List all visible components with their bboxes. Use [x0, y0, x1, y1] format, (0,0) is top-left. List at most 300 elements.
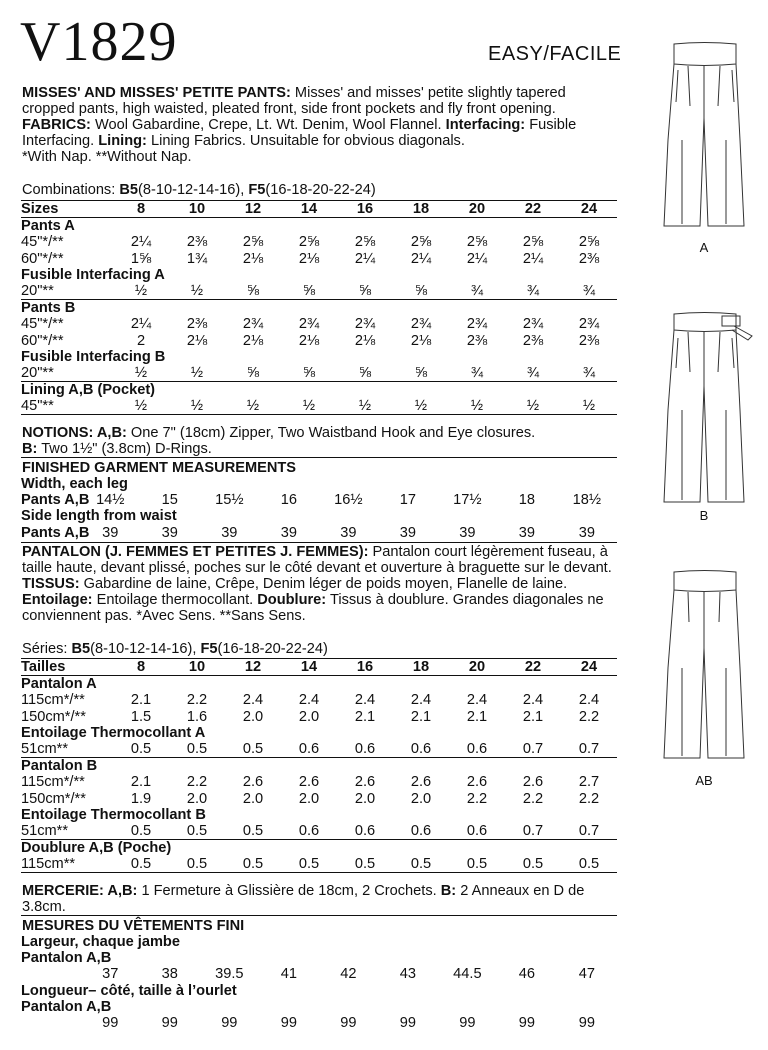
- table-cell: 0.6: [393, 741, 449, 758]
- table-cell: ⅝: [393, 365, 449, 382]
- table-cell: 1⅝: [130, 250, 152, 267]
- table-cell: 2.4: [522, 692, 544, 709]
- table-cell: ⅝: [281, 283, 337, 300]
- table-group-row: [21, 807, 617, 823]
- yardage-table-en: [21, 200, 617, 415]
- table-cell: ⅝: [281, 365, 337, 382]
- table-cell: 0.5: [113, 823, 169, 840]
- figure-label: B: [699, 508, 709, 523]
- table-cell: 2⅝: [410, 234, 432, 251]
- table-cell: 1¾: [186, 250, 208, 267]
- table-cell: ½: [393, 398, 449, 415]
- combination-sizes: (16-18-20-22-24): [265, 182, 376, 198]
- table-cell: ¾: [449, 365, 505, 382]
- table-cell: 2⅜: [466, 332, 488, 349]
- table-row: [21, 709, 617, 725]
- combination-code: B5: [71, 641, 91, 657]
- table-cell: 39: [161, 524, 178, 541]
- table-cell: 1.5: [130, 708, 152, 725]
- row-group-label: Pantalon A: [21, 676, 97, 693]
- row-label: 150cm*/**: [21, 708, 86, 725]
- table-cell: 39: [399, 524, 416, 541]
- size-header: 14: [281, 659, 337, 676]
- table-cell: 2.2: [186, 692, 208, 709]
- interfacing-label: Entoilage:: [22, 592, 93, 608]
- table-cell: ⅝: [225, 283, 281, 300]
- notions-en: [22, 425, 622, 457]
- table-cell: 0.5: [225, 823, 281, 840]
- table-cell: 39.5: [215, 966, 244, 983]
- table-cell: 15: [161, 492, 178, 509]
- size-header: 10: [169, 659, 225, 676]
- row-label: 115cm**: [21, 856, 113, 873]
- table-cell: 41: [280, 966, 297, 983]
- table-cell: 2.2: [186, 774, 208, 791]
- notions-fr: [22, 883, 622, 915]
- size-header: 8: [113, 659, 169, 676]
- table-row: [21, 774, 617, 790]
- table-cell: 2.0: [410, 790, 432, 807]
- table-cell: 18½: [572, 492, 602, 509]
- row-group-label: Width, each leg: [21, 476, 128, 493]
- table-cell: ½: [505, 398, 561, 415]
- notions-label: MERCERIE: A,B:: [22, 883, 138, 899]
- row-label: 45"*/**: [21, 234, 64, 251]
- table-cell: 99: [161, 1015, 178, 1032]
- pants-b-drawing-icon: [640, 310, 768, 508]
- table-group-row: [21, 999, 617, 1015]
- table-cell: ½: [561, 398, 617, 415]
- table-cell: 44.5: [453, 966, 482, 983]
- table-cell: ¾: [505, 283, 561, 300]
- size-header: 16: [337, 659, 393, 676]
- table-group-row: [21, 676, 617, 693]
- row-group-label: Pantalon A,B: [21, 998, 112, 1015]
- table-cell: 2⅝: [578, 234, 600, 251]
- table-cell: 39: [221, 524, 238, 541]
- notions-b-label: B:: [440, 883, 457, 899]
- pants-ab-back-drawing-icon: [640, 568, 768, 763]
- row-label: 51cm**: [21, 823, 113, 840]
- table-row: [21, 823, 617, 840]
- yardage-table-fr: [21, 658, 617, 873]
- row-group-label: Pantalon A,B: [21, 950, 112, 967]
- table-cell: 0.5: [561, 856, 617, 873]
- row-group-label: Doublure A,B (Poche): [21, 840, 172, 857]
- table-cell: 17½: [453, 492, 482, 509]
- table-cell: ½: [281, 398, 337, 415]
- table-cell: ⅝: [225, 365, 281, 382]
- nap-note: *With Nap. **Without Nap.: [22, 149, 192, 165]
- difficulty-label: EASY/FACILE: [488, 43, 622, 65]
- table-group-row: [21, 218, 617, 235]
- table-cell: 2.0: [298, 708, 320, 725]
- table-cell: 99: [578, 1015, 595, 1032]
- table-cell: 2¾: [354, 316, 376, 333]
- fabrics-label: TISSUS:: [22, 576, 80, 592]
- combinations-en: [22, 182, 376, 198]
- table-row: [21, 365, 617, 382]
- table-cell: 2.4: [298, 692, 320, 709]
- table-cell: 39: [102, 524, 119, 541]
- notions-text: 1 Fermeture à Glissière de 18cm, 2 Crochets.: [141, 883, 437, 899]
- table-group-row: [21, 382, 617, 399]
- table-cell: 0.5: [169, 823, 225, 840]
- table-group-row: [21, 508, 617, 524]
- table-cell: 2.1: [130, 774, 152, 791]
- row-label: 51cm**: [21, 741, 113, 758]
- table-cell: ⅝: [337, 283, 393, 300]
- row-label: Pants A,B: [21, 524, 90, 541]
- table-cell: 2.6: [410, 774, 432, 791]
- table-cell: 2.6: [354, 774, 376, 791]
- table-cell: 99: [459, 1015, 476, 1032]
- finished-table-fr: [21, 934, 617, 1031]
- figure-label: AB: [695, 773, 713, 788]
- row-label: Pants A,B: [21, 492, 90, 509]
- table-cell: 39: [578, 524, 595, 541]
- table-cell: 2⅜: [186, 234, 208, 251]
- row-label: 45"**: [21, 398, 113, 415]
- table-cell: 2.0: [298, 790, 320, 807]
- table-cell: ½: [169, 398, 225, 415]
- table-row: [21, 741, 617, 758]
- table-cell: 2.1: [354, 708, 376, 725]
- description-fr: [22, 544, 622, 624]
- combination-code: F5: [200, 641, 218, 657]
- table-cell: 17: [399, 492, 416, 509]
- table-cell: 2⅛: [298, 332, 320, 349]
- combination-code: F5: [248, 182, 266, 198]
- notions-b-text: Two 1½" (3.8cm) D-Rings.: [41, 441, 212, 457]
- table-cell: 2¾: [522, 316, 544, 333]
- description-text: Misses' and misses' petite slightly tapered cropped pants, high waisted, pleated front, side front pockets and fly front opening.: [22, 85, 566, 117]
- table-row: [21, 791, 617, 807]
- row-group-label: Fusible Interfacing B: [21, 348, 166, 365]
- table-cell: 2¼: [354, 250, 376, 267]
- size-header: 10: [169, 201, 225, 218]
- table-cell: 0.6: [449, 823, 505, 840]
- table-cell: 2.4: [410, 692, 432, 709]
- size-header-label: Tailles: [21, 659, 113, 676]
- finished-table-en: [21, 476, 617, 541]
- notions-label: NOTIONS: A,B:: [22, 425, 127, 441]
- technical-drawing-a: [640, 40, 768, 240]
- table-cell: 18: [518, 492, 535, 509]
- size-header: 18: [393, 201, 449, 218]
- table-cell: 0.5: [281, 856, 337, 873]
- row-label: [21, 1015, 81, 1031]
- table-cell: 0.7: [561, 823, 617, 840]
- table-cell: 47: [578, 966, 595, 983]
- table-cell: 2.1: [130, 692, 152, 709]
- table-cell: 42: [340, 966, 357, 983]
- divider: [21, 542, 617, 543]
- table-cell: 2.6: [522, 774, 544, 791]
- table-cell: 2⅜: [578, 332, 600, 349]
- table-cell: 39: [280, 524, 297, 541]
- table-cell: 99: [102, 1015, 119, 1032]
- table-cell: 2: [136, 332, 146, 349]
- table-cell: ½: [113, 365, 169, 382]
- table-row: [21, 492, 617, 508]
- table-cell: 0.7: [505, 741, 561, 758]
- table-cell: 2¾: [298, 316, 320, 333]
- description-title: PANTALON (J. FEMMES ET PETITES J. FEMMES):: [22, 544, 369, 560]
- table-cell: 39: [518, 524, 535, 541]
- lining-label: Lining:: [98, 133, 147, 149]
- table-header-row: [21, 201, 617, 218]
- table-cell: 2⅜: [522, 332, 544, 349]
- table-cell: 99: [399, 1015, 416, 1032]
- table-cell: 2⅛: [410, 332, 432, 349]
- table-row: [21, 966, 617, 982]
- lining-text: Tissus à doublure. Grandes diagonales ne conviennent pas. *Avec Sens. **Sans Sens.: [22, 592, 604, 624]
- table-cell: 16½: [334, 492, 363, 509]
- table-cell: 2¾: [410, 316, 432, 333]
- finished-measurements-title: FINISHED GARMENT MEASUREMENTS: [22, 460, 297, 476]
- table-cell: 0.5: [113, 741, 169, 758]
- combination-sizes: (8-10-12-14-16),: [90, 641, 197, 657]
- table-cell: 2.2: [578, 708, 600, 725]
- table-group-row: [21, 934, 617, 950]
- table-cell: 2.4: [578, 692, 600, 709]
- table-cell: 2.1: [522, 708, 544, 725]
- table-cell: ½: [225, 398, 281, 415]
- table-cell: 2⅝: [298, 234, 320, 251]
- row-label: 60"*/**: [21, 250, 64, 267]
- table-cell: 1.9: [130, 790, 152, 807]
- table-cell: 0.5: [449, 856, 505, 873]
- notions-text: One 7" (18cm) Zipper, Two Waistband Hook and Eye closures.: [130, 425, 536, 441]
- table-cell: 2⅛: [354, 332, 376, 349]
- table-cell: 0.5: [505, 856, 561, 873]
- table-cell: ⅝: [337, 365, 393, 382]
- row-label: 115cm*/**: [21, 692, 85, 709]
- table-cell: 0.5: [393, 856, 449, 873]
- row-group-label: Pants A: [21, 218, 75, 235]
- combination-code: B5: [119, 182, 139, 198]
- table-group-row: [21, 840, 617, 857]
- table-cell: 0.6: [337, 823, 393, 840]
- table-row: [21, 525, 617, 541]
- row-group-label: Entoilage Thermocollant B: [21, 806, 206, 823]
- table-cell: ¾: [561, 283, 617, 300]
- size-header: 16: [337, 201, 393, 218]
- table-cell: 2.4: [242, 692, 264, 709]
- size-header: 24: [561, 659, 617, 676]
- table-cell: 0.6: [337, 741, 393, 758]
- pants-a-drawing-icon: [640, 40, 768, 235]
- combination-sizes: (16-18-20-22-24): [217, 641, 328, 657]
- table-cell: 2⅛: [242, 250, 264, 267]
- table-cell: 0.6: [281, 741, 337, 758]
- table-cell: ½: [113, 398, 169, 415]
- table-cell: 2.4: [466, 692, 488, 709]
- fabrics-text: Gabardine de laine, Crêpe, Denim léger de poids moyen, Flanelle de laine.: [83, 576, 568, 592]
- table-cell: 2.1: [466, 708, 488, 725]
- figure-label: A: [699, 240, 709, 255]
- table-cell: 0.6: [393, 823, 449, 840]
- description-en: [22, 85, 622, 165]
- table-row: [21, 856, 617, 873]
- row-group-label: Entoilage Thermocollant A: [21, 724, 206, 741]
- description-title: MISSES' AND MISSES' PETITE PANTS:: [22, 85, 291, 101]
- notions-b-text: 2 Anneaux en D de 3.8cm.: [22, 883, 585, 915]
- lining-text: Lining Fabrics. Unsuitable for obvious diagonals.: [150, 133, 465, 149]
- row-group-label: Pants B: [21, 300, 76, 317]
- table-row: [21, 316, 617, 332]
- table-cell: 0.6: [449, 741, 505, 758]
- table-cell: 2.2: [522, 790, 544, 807]
- row-label: 20"**: [21, 365, 113, 382]
- technical-drawing-b: [640, 310, 768, 510]
- table-cell: 2⅝: [242, 234, 264, 251]
- row-group-label: Side length from waist: [21, 508, 177, 525]
- table-cell: 2⅝: [522, 234, 544, 251]
- table-cell: 0.5: [225, 856, 281, 873]
- table-cell: 2.2: [578, 790, 600, 807]
- table-cell: ½: [113, 283, 169, 300]
- table-cell: 2.1: [410, 708, 432, 725]
- table-row: [21, 251, 617, 267]
- table-cell: 39: [459, 524, 476, 541]
- table-row: [21, 333, 617, 349]
- table-cell: 15½: [215, 492, 244, 509]
- interfacing-label: Interfacing:: [445, 117, 526, 133]
- table-cell: 2.6: [466, 774, 488, 791]
- table-cell: ¾: [505, 365, 561, 382]
- table-cell: 2¾: [466, 316, 488, 333]
- size-header: 20: [449, 201, 505, 218]
- size-header: 14: [281, 201, 337, 218]
- table-cell: 14½: [96, 492, 125, 509]
- table-cell: 2¼: [466, 250, 488, 267]
- table-cell: 2.2: [466, 790, 488, 807]
- size-header: 8: [113, 201, 169, 218]
- interfacing-text: Fusible Interfacing.: [22, 117, 577, 149]
- row-group-label: Longueur– côté, taille à l’ourlet: [21, 982, 237, 999]
- table-cell: 39: [340, 524, 357, 541]
- size-header: 18: [393, 659, 449, 676]
- divider: [21, 457, 617, 458]
- interfacing-text: Entoilage thermocollant.: [96, 592, 254, 608]
- table-cell: 2⅜: [186, 316, 208, 333]
- table-cell: 38: [161, 966, 178, 983]
- table-cell: 2⅛: [242, 332, 264, 349]
- table-group-row: [21, 758, 617, 775]
- size-header: 22: [505, 659, 561, 676]
- lining-label: Doublure:: [257, 592, 327, 608]
- table-cell: 2¼: [522, 250, 544, 267]
- table-cell: 0.7: [505, 823, 561, 840]
- table-group-row: [21, 725, 617, 741]
- combinations-label: Combinations:: [22, 182, 116, 198]
- table-row: [21, 398, 617, 415]
- table-cell: 2.6: [298, 774, 320, 791]
- table-group-row: [21, 267, 617, 283]
- table-cell: ½: [449, 398, 505, 415]
- row-group-label: Lining A,B (Pocket): [21, 382, 156, 399]
- table-cell: ½: [169, 283, 225, 300]
- table-row: [21, 234, 617, 250]
- table-cell: 2¼: [130, 316, 152, 333]
- divider: [21, 915, 617, 916]
- table-group-row: [21, 950, 617, 966]
- row-label: [21, 966, 81, 982]
- combination-sizes: (8-10-12-14-16),: [138, 182, 245, 198]
- table-cell: 2⅝: [354, 234, 376, 251]
- combinations-fr: [22, 641, 328, 657]
- table-cell: 2.0: [186, 790, 208, 807]
- table-cell: 1.6: [186, 708, 208, 725]
- table-cell: ⅝: [393, 283, 449, 300]
- row-group-label: Pantalon B: [21, 758, 98, 775]
- table-group-row: [21, 983, 617, 999]
- table-cell: 2.4: [354, 692, 376, 709]
- row-label: 60"*/**: [21, 332, 64, 349]
- table-cell: 16: [280, 492, 297, 509]
- table-cell: 0.7: [561, 741, 617, 758]
- table-cell: 2¾: [578, 316, 600, 333]
- table-cell: 37: [102, 966, 119, 983]
- finished-measurements-title: MESURES DU VÊTEMENTS FINI: [22, 918, 245, 934]
- size-header: 24: [561, 201, 617, 218]
- table-cell: 0.5: [113, 856, 169, 873]
- size-header: 20: [449, 659, 505, 676]
- table-cell: 99: [340, 1015, 357, 1032]
- row-label: 115cm*/**: [21, 774, 85, 791]
- size-header: 12: [225, 659, 281, 676]
- row-label: 20"**: [21, 283, 113, 300]
- fabrics-text: Wool Gabardine, Crepe, Lt. Wt. Denim, Wool Flannel.: [94, 117, 442, 133]
- size-header: 12: [225, 201, 281, 218]
- table-group-row: [21, 349, 617, 365]
- notions-b-label: B:: [22, 441, 38, 457]
- row-group-label: Fusible Interfacing A: [21, 266, 165, 283]
- size-header-label: Sizes: [21, 201, 113, 218]
- table-group-row: [21, 300, 617, 317]
- row-group-label: Largeur, chaque jambe: [21, 934, 180, 951]
- table-cell: ½: [169, 365, 225, 382]
- technical-drawing-ab: [640, 568, 768, 768]
- table-cell: 99: [518, 1015, 535, 1032]
- table-cell: 2⅜: [578, 250, 600, 267]
- table-cell: 2.0: [354, 790, 376, 807]
- table-cell: 0.5: [169, 856, 225, 873]
- table-row: [21, 1015, 617, 1031]
- table-cell: ¾: [561, 365, 617, 382]
- table-group-row: [21, 476, 617, 492]
- table-cell: 2.0: [242, 708, 264, 725]
- combinations-label: Séries:: [22, 641, 68, 657]
- table-cell: 2¼: [130, 234, 152, 251]
- table-cell: 0.5: [169, 741, 225, 758]
- table-cell: 99: [280, 1015, 297, 1032]
- row-label: 45"*/**: [21, 316, 64, 333]
- fabrics-label: FABRICS:: [22, 117, 91, 133]
- table-cell: 46: [518, 966, 535, 983]
- table-cell: 2⅛: [298, 250, 320, 267]
- table-cell: ½: [337, 398, 393, 415]
- table-cell: 2¼: [410, 250, 432, 267]
- row-label: 150cm*/**: [21, 790, 86, 807]
- table-cell: 2⅝: [466, 234, 488, 251]
- table-row: [21, 283, 617, 300]
- table-header-row: [21, 659, 617, 676]
- pattern-number: V1829: [20, 11, 178, 73]
- table-cell: 2.6: [242, 774, 264, 791]
